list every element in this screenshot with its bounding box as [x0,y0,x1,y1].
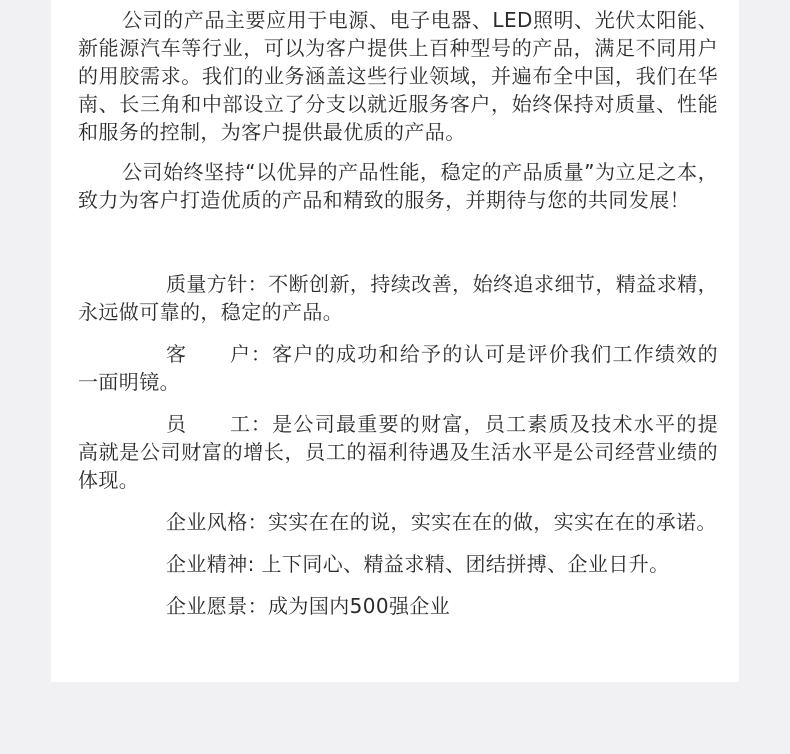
value-separator: ： [247,272,269,296]
intro-paragraph: 公司的产品主要应用于电源、电子电器、LED照明、光伏太阳能、新能源汽车等行业，可以为客户提供上百种型号的产品，满足不同用户的用胶需求。我们的业务涵盖这些行业领域，并遍布全中国，我们在华南、长三角和中部设立了分支以就近服务客户，始终保持对质量、性能和服务的控制，为客户提供最优质的产品。 [78,8,718,144]
value-separator: ： [250,342,273,366]
value-text: 客户的成功和给予的认可是评价我们工作绩效的一面明镜。 [78,342,718,394]
value-separator: ： [247,510,269,534]
value-customer [78,340,718,396]
value-text: 不断创新，持续改善，始终追求细节，精益求精，永远做可靠的，稳定的产品。 [78,272,718,324]
value-employee [78,410,718,494]
value-label: 质量方针 [166,272,248,296]
value-label: 企业风格 [166,510,248,534]
value-separator: ： [247,594,269,618]
value-spirit [78,550,718,578]
value-quality-policy [78,270,718,326]
value-text: 上下同心、精益求精、团结拼搏、企业日升。 [261,552,670,576]
value-label-char: 客 [166,342,186,366]
value-label-char: 工 [230,412,250,436]
value-label [122,410,250,438]
value-label [122,340,250,368]
value-vision [78,592,718,620]
value-text: 是公司最重要的财富，员工素质及技术水平的提高就是公司财富的增长，员工的福利待遇及生活水平是公司经营业绩的体现。 [78,412,718,492]
value-label: 企业精神 [166,552,248,576]
value-label-char: 员 [166,412,186,436]
content-card [51,0,739,682]
value-style [78,508,718,536]
value-text: 成为国内500强企业 [268,594,451,618]
value-separator: ： [250,412,273,436]
value-label: 企业愿景 [166,594,248,618]
article-body [78,6,718,620]
value-separator: : [247,552,262,576]
intro-paragraph: 公司始终坚持“以优异的产品性能，稳定的产品质量”为立足之本，致力为客户打造优质的产品和精致的服务，并期待与您的共同发展！ [78,160,718,212]
value-label-char: 户 [230,342,250,366]
value-text: 实实在在的说，实实在在的做，实实在在的承诺。 [268,510,717,534]
